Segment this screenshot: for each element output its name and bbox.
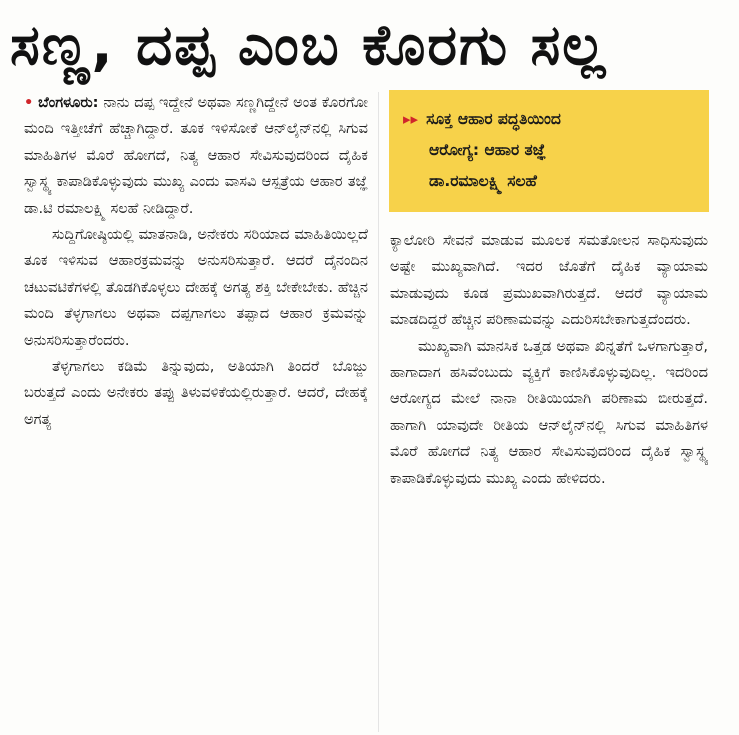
dateline: ಬೆಂಗಳೂರು:	[38, 94, 99, 111]
headline: ಸಣ್ಣ, ದಪ್ಪ ಎಂಬ ಕೊರಗು ಸಲ್ಲ	[10, 13, 608, 78]
highlight-line-1	[403, 104, 695, 135]
paragraph-1-text: ನಾನು ದಪ್ಪ ಇದ್ದೇನೆ ಅಥವಾ ಸಣ್ಣಗಿದ್ದೇನೆ ಅಂತ ಕೊರಗೋ ಮಂದಿ ಇತ್ತೀಚೆಗೆ ಹೆಚ್ಚಾಗಿದ್ದಾರೆ. ತೂಕ ಇಳಿಸೋಕೆ ಆನ್‌ಲೈನ್‌ನಲ್ಲಿ ಸಿಗುವ ಮಾಹಿತಿಗಳ ಮೊರೆ ಹೋಗದೆ, ನಿತ್ಯ ಆಹಾರ ಸೇವಿಸುವುದರಿಂದ ದೈಹಿಕ ಸ್ವಾಸ್ಥ್ಯ ಕಾಪಾಡಿಕೊಳ್ಳುವುದು ಮುಖ್ಯ ಎಂದು ವಾಸವಿ ಆಸ್ಪತ್ರೆಯ ಆಹಾರ ತಜ್ಞೆ ಡಾ.ಟಿ ರಮಾಲಕ್ಷ್ಮಿ ಸಲಹೆ ನೀಡಿದ್ದಾರೆ.	[24, 94, 368, 217]
column-divider	[378, 92, 379, 732]
article-paragraph-5: ಮುಖ್ಯವಾಗಿ ಮಾನಸಿಕ ಒತ್ತಡ ಅಥವಾ ಖಿನ್ನತೆಗೆ ಒಳಗಾಗುತ್ತಾರೆ, ಹಾಗಾದಾಗ ಹಸಿವೆಂಬುದು ವ್ಯಕ್ತಿಗೆ ಕಾಣಿಸಿಕೊಳ್ಳುವುದಿಲ್ಲ. ಇದರಿಂದ ಆರೋಗ್ಯದ ಮೇಲೆ ನಾನಾ ರೀತಿಯಿಯಾಗಿ ಪರಿಣಾಮ ಬೀರುತ್ತದೆ. ಹಾಗಾಗಿ ಯಾವುದೇ ರೀತಿಯ ಆನ್‌ಲೈನ್‌ನಲ್ಲಿ ಸಿಗುವ ಮಾಹಿತಿಗಳ ಮೊರೆ ಹೋಗದೆ ನಿತ್ಯ ಆಹಾರ ಸೇವಿಸುವುದರಿಂದ ದೈಹಿಕ ಸ್ವಾಸ್ಥ್ಯ ಕಾಪಾಡಿಕೊಳ್ಳುವುದು ಮುಖ್ಯ ಎಂದು ಹೇಳಿದರು.	[390, 337, 708, 487]
article-paragraph-3: ತೆಳ್ಳಗಾಗಲು ಕಡಿಮೆ ತಿನ್ನುವುದು, ಅತಿಯಾಗಿ ತಿಂದರೆ ಬೊಜ್ಜು ಬರುತ್ತದೆ ಎಂದು ಅನೇಕರು ತಪ್ಪು ತಿಳುವಳಿಕೆಯಲ್ಲಿರುತ್ತಾರೆ. ಆದರೆ, ದೇಹಕ್ಕೆ ಅಗತ್ಯ	[24, 358, 368, 428]
highlight-line-3: ಡಾ.ರಮಾಲಕ್ಷ್ಮಿ ಸಲಹೆ	[429, 172, 537, 190]
article-column-right	[390, 228, 708, 728]
highlight-line-2: ಆರೋಗ್ಯ: ಆಹಾರ ತಜ್ಞೆ	[429, 141, 546, 159]
article-paragraph-2: ಸುದ್ದಿಗೋಷ್ಠಿಯಲ್ಲಿ ಮಾತನಾಡಿ, ಅನೇಕರು ಸರಿಯಾದ ಮಾಹಿತಿಯಿಲ್ಲದೆ ತೂಕ ಇಳಿಸುವ ಆಹಾರಕ್ರಮವನ್ನು ಅನುಸರಿಸುತ್ತಾರೆ. ಆದರೆ ದೈನಂದಿನ ಚಟುವಟಿಕೆಗಳಲ್ಲಿ ತೊಡಗಿಕೊಳ್ಳಲು ದೇಹಕ್ಕೆ ಅಗತ್ಯ ಶಕ್ತಿ ಬೇಕೇಬೇಕು. ಹೆಚ್ಚಿನ ಮಂದಿ ತೆಳ್ಳಗಾಗಲು ಅಥವಾ ದಪ್ಪಗಾಗಲು ತಪ್ಪಾದ ಆಹಾರ ಕ್ರಮವನ್ನು ಅನುಸರಿಸುತ್ತಾರೆಂದರು.	[24, 226, 368, 349]
article-paragraph-1	[24, 90, 368, 222]
highlight-box	[389, 90, 709, 212]
article-column-left	[24, 90, 368, 730]
article-paragraph-4: ಕ್ಯಾಲೋರಿ ಸೇವನೆ ಮಾಡುವ ಮೂಲಕ ಸಮತೋಲನ ಸಾಧಿಸುವುದು ಅಷ್ಟೇ ಮುಖ್ಯವಾಗಿದೆ. ಇದರ ಜೊತೆಗೆ ದೈಹಿಕ ವ್ಯಾಯಾಮ ಮಾಡುವುದು ಕೂಡ ಪ್ರಮುಖವಾಗಿರುತ್ತದೆ. ಆದರೆ ವ್ಯಾಯಾಮ ಮಾಡದಿದ್ದರೆ ಹೆಚ್ಚಿನ ಪರಿಣಾಮವನ್ನು ಎದುರಿಸಬೇಕಾಗುತ್ತದೆಂದರು.	[390, 232, 708, 329]
double-arrow-icon: ▸▸	[403, 110, 419, 128]
bullet-icon: •	[24, 94, 34, 111]
highlight-line-1-text: ಸೂಕ್ತ ಆಹಾರ ಪದ್ಧತಿಯಿಂದ	[426, 110, 561, 128]
